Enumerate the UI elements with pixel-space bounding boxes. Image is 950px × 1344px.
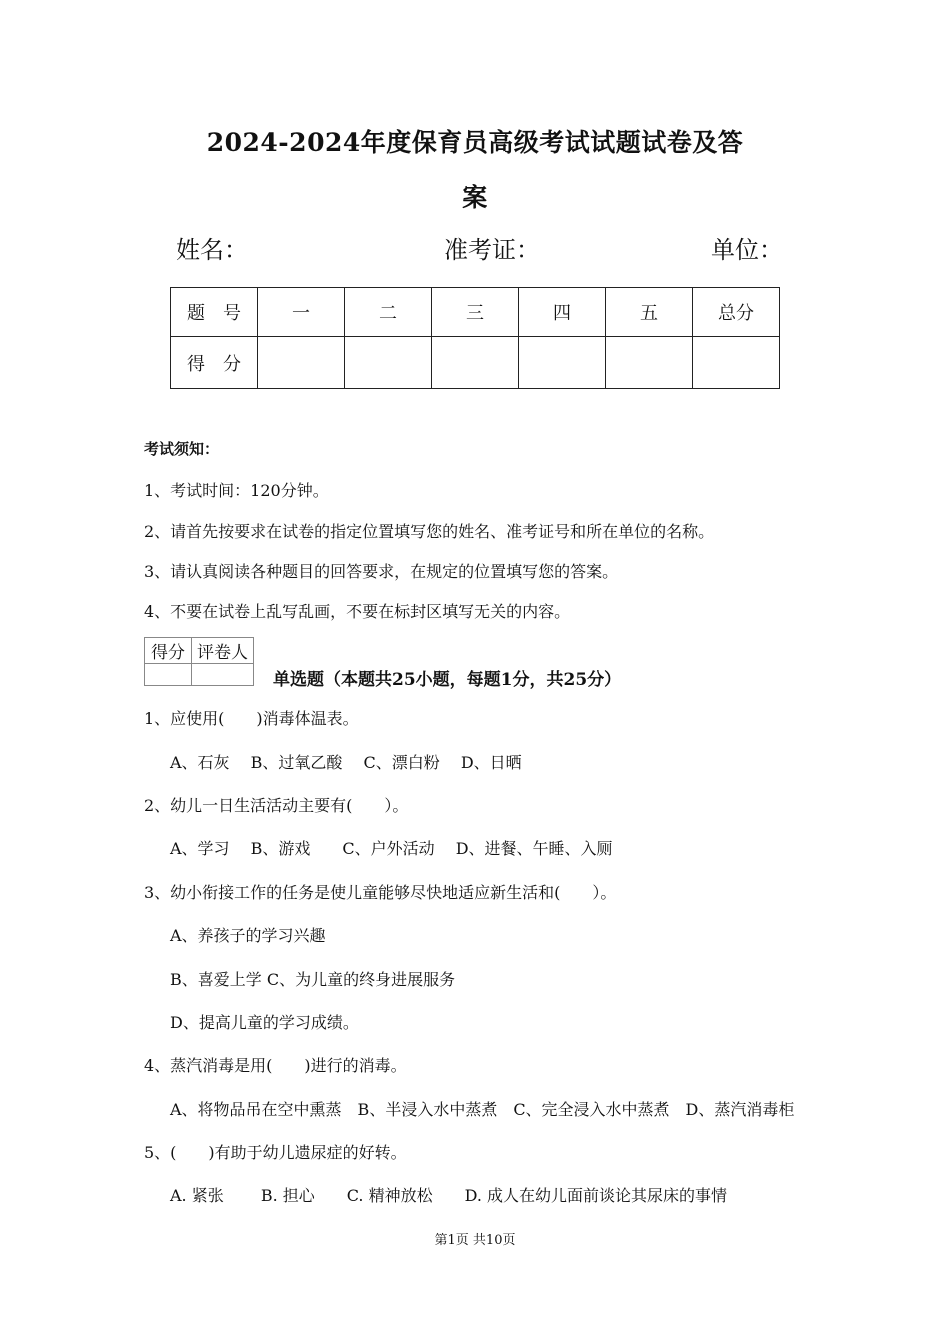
score-table-col-4: 四 xyxy=(519,288,606,337)
page-title-line-2: 案 xyxy=(462,183,488,212)
score-table-header-row xyxy=(171,288,780,337)
notice-item-3: 3、请认真阅读各种题目的回答要求，在规定的位置填写您的答案。 xyxy=(144,562,619,581)
page-title-line-1: 2024-2024年度保育员高级考试试题试卷及答 xyxy=(206,128,744,157)
question-5: 5、( )有助于幼儿遗尿症的好转。 xyxy=(144,1143,407,1162)
section-title: 单选题（本题共25小题，每题1分，共25分） xyxy=(273,670,622,690)
question-2: 2、幼儿一日生活活动主要有( ）。 xyxy=(144,796,409,815)
score-table xyxy=(170,287,780,389)
score-table-col-2: 二 xyxy=(345,288,432,337)
question-5-options: A. 紧张 B. 担心 C. 精神放松 D. 成人在幼儿面前谈论其尿床的事情 xyxy=(170,1186,728,1205)
question-3: 3、幼小衔接工作的任务是使儿童能够尽快地适应新生活和( ）。 xyxy=(144,883,617,902)
notice-item-4: 4、不要在试卷上乱写乱画，不要在标封区填写无关的内容。 xyxy=(144,602,571,621)
grader-box xyxy=(144,637,254,686)
score-table-col-1: 一 xyxy=(258,288,345,337)
question-3-option-a: A、养孩子的学习兴趣 xyxy=(170,926,326,945)
grader-score-cell[interactable] xyxy=(145,664,192,686)
unit-field-label: 单位： xyxy=(711,236,783,264)
question-4-options: A、将物品吊在空中熏蒸 B、半浸入水中蒸煮 C、完全浸入水中蒸煮 D、蒸汽消毒柜 xyxy=(170,1100,795,1119)
score-table-col-total: 总分 xyxy=(693,288,780,337)
score-table-score-row xyxy=(171,337,780,389)
grader-name-cell[interactable] xyxy=(192,664,254,686)
score-cell-5[interactable] xyxy=(606,337,693,389)
question-3-option-d: D、提高儿童的学习成绩。 xyxy=(170,1013,359,1032)
score-table-col-5: 五 xyxy=(606,288,693,337)
notice-heading: 考试须知： xyxy=(144,440,220,458)
notice-item-1: 1、考试时间：120分钟。 xyxy=(144,481,329,500)
score-table-header-label: 题 号 xyxy=(171,288,258,337)
question-2-options: A、学习 B、游戏 C、户外活动 D、进餐、午睡、入厕 xyxy=(170,839,613,858)
score-cell-3[interactable] xyxy=(432,337,519,389)
score-cell-total[interactable] xyxy=(693,337,780,389)
question-1: 1、应使用( )消毒体温表。 xyxy=(144,709,359,728)
score-cell-4[interactable] xyxy=(519,337,606,389)
page-footer: 第1页 共10页 xyxy=(434,1233,516,1248)
exam-id-field-label: 准考证： xyxy=(444,236,540,264)
score-table-row-label: 得 分 xyxy=(171,337,258,389)
score-cell-1[interactable] xyxy=(258,337,345,389)
grader-score-label: 得分 xyxy=(145,638,192,664)
question-4: 4、蒸汽消毒是用( )进行的消毒。 xyxy=(144,1056,407,1075)
name-field-label: 姓名： xyxy=(176,236,248,264)
grader-name-label: 评卷人 xyxy=(192,638,254,664)
question-1-options: A、石灰 B、过氧乙酸 C、漂白粉 D、日晒 xyxy=(170,753,522,772)
score-cell-2[interactable] xyxy=(345,337,432,389)
question-3-option-bc: B、喜爱上学 C、为儿童的终身进展服务 xyxy=(170,970,456,989)
score-table-col-3: 三 xyxy=(432,288,519,337)
notice-item-2: 2、请首先按要求在试卷的指定位置填写您的姓名、准考证号和所在单位的名称。 xyxy=(144,522,715,541)
